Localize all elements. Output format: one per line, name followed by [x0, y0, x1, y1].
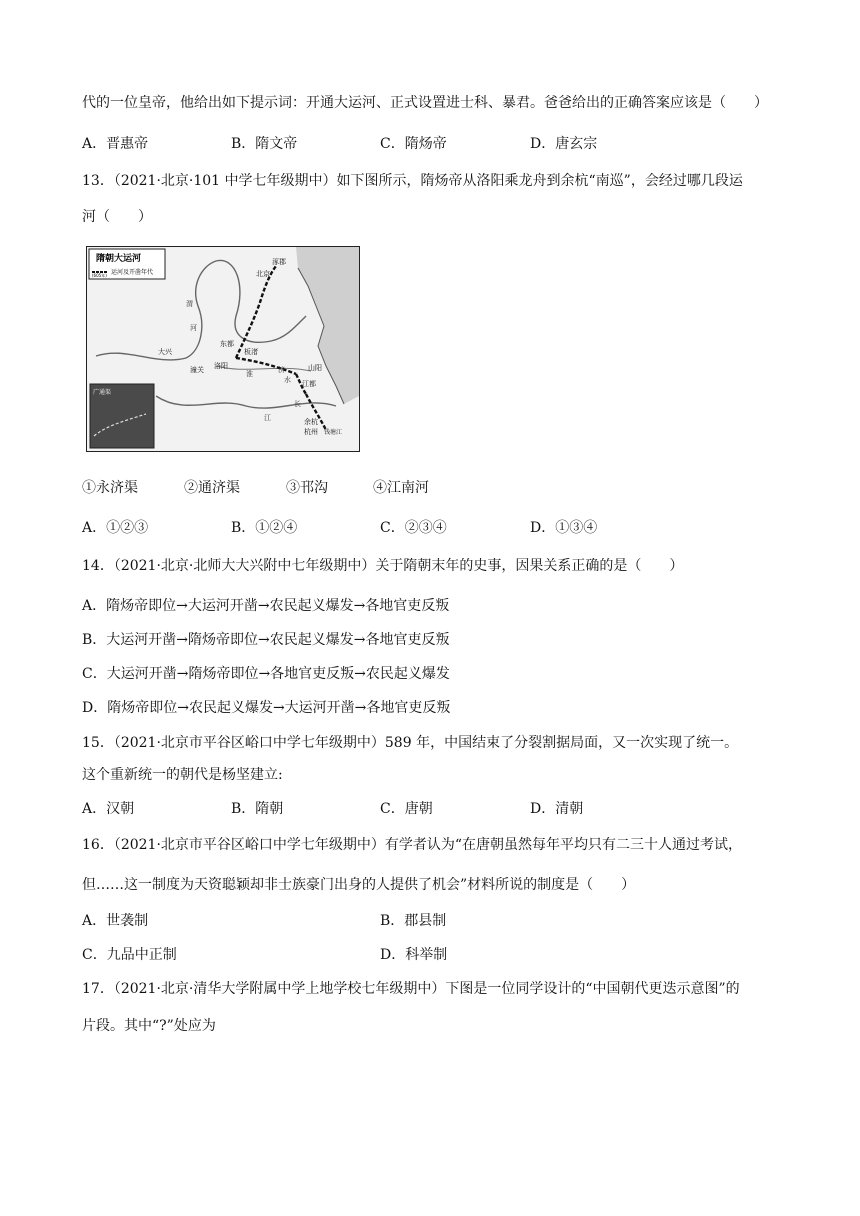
river-wei: 渭 — [186, 300, 193, 308]
q15-stem-line1: 15．（2021·北京市平谷区峪口中学七年级期中）589 年，中国结束了分裂割据局面，又一次实现了统一。 — [82, 735, 739, 751]
city-jiangdu: 江都 — [302, 380, 316, 388]
city-beijing: 北京 — [256, 270, 270, 278]
q15-option-d: D．清朝 — [530, 801, 584, 817]
city-hangzhou: 杭州 — [304, 428, 318, 436]
q14-option-a: A．隋炀帝即位→大运河开凿→农民起义爆发→各地官吏反叛 — [82, 598, 450, 614]
q12-option-a: A．晋惠帝 — [82, 136, 149, 152]
q16-option-a: A．世袭制 — [82, 913, 149, 929]
q14-option-d: D．隋炀帝即位→农民起义爆发→大运河开凿→各地官吏反叛 — [82, 700, 451, 716]
city-tongguan: 潼关 — [190, 366, 204, 374]
q16-stem-line1: 16．（2021·北京市平谷区峪口中学七年级期中）有学者认为“在唐朝虽然每年平均只有二三十人通过考试， — [82, 837, 743, 853]
river-he: 河 — [190, 324, 197, 332]
q13-stem-line2: 河（ ） — [82, 209, 152, 225]
sui-grand-canal-map — [86, 246, 360, 452]
q17-stem-line1: 17．（2021·北京·清华大学附属中学上地学校七年级期中）下图是一位同学设计的“中国朝代更迭示意图”的 — [82, 981, 740, 997]
q14-stem: 14．（2021·北京·北师大大兴附中七年级期中）关于隋朝末年的史事，因果关系正确的是（ ） — [82, 558, 684, 574]
q12-option-b: B．隋文帝 — [231, 136, 298, 152]
map-legend-year: (605年) — [92, 273, 107, 278]
city-banzhu: 板渚 — [244, 348, 258, 356]
q12-option-d: D．唐玄宗 — [530, 136, 598, 152]
inset-label: 广通渠 — [93, 389, 112, 396]
q13-option-b: B．①②④ — [231, 520, 298, 536]
q15-option-c: C．唐朝 — [380, 801, 433, 817]
q12-option-c: C．隋炀帝 — [380, 136, 447, 152]
river-jiang: 江 — [264, 414, 271, 422]
q16-option-c: C．九品中正制 — [82, 947, 177, 963]
q13-choice-2: ②通济渠 — [184, 480, 240, 496]
q14-option-c: C．大运河开凿→隋炀帝即位→各地官吏反叛→农民起义爆发 — [82, 666, 450, 682]
q13-option-a: A．①②③ — [82, 520, 149, 536]
q13-option-c: C．②③④ — [380, 520, 447, 536]
q14-option-b: B．大运河开凿→隋炀帝即位→农民起义爆发→各地官吏反叛 — [82, 632, 450, 648]
river-ji: 济 — [278, 366, 285, 374]
q15-stem-line2: 这个重新统一的朝代是杨坚建立: — [82, 767, 283, 783]
map-legend: 运河及开凿年代 — [111, 269, 154, 276]
city-dongdu: 东都 — [220, 340, 234, 348]
q15-option-b: B．隋朝 — [231, 801, 284, 817]
q16-stem-line2: 但……这一制度为天资聪颖却非士族豪门出身的人提供了机会”材料所说的制度是（ ） — [82, 877, 636, 893]
city-luoyang: 洛阳 — [214, 362, 228, 370]
q13-choice-1: ①永济渠 — [82, 480, 138, 496]
q13-choice-4: ④江南河 — [373, 480, 429, 496]
map-title: 隋朝大运河 — [96, 254, 142, 264]
q13-stem-line1: 13．（2021·北京·101 中学七年级期中）如下图所示，隋炀帝从洛阳乘龙舟到余杭“南巡”，会经过哪几段运 — [82, 173, 743, 189]
q12-stem-tail: 代的一位皇帝，他给出如下提示词：开通大运河、正式设置进士科、暴君。爸爸给出的正确答案应该是（ ） — [82, 95, 768, 111]
river-shui: 水 — [284, 376, 291, 384]
q16-option-b: B．郡县制 — [380, 913, 447, 929]
city-zhuojun: 涿郡 — [272, 258, 286, 266]
city-yuhang: 余杭 — [304, 418, 318, 426]
q13-choice-3: ③邗沟 — [286, 480, 328, 496]
q13-option-d: D．①③④ — [530, 520, 598, 536]
river-huai: 淮 — [246, 370, 253, 378]
city-qiantangjiang: 钱塘江 — [324, 429, 343, 436]
q17-stem-line2: 片段。其中“?”处应为 — [82, 1018, 216, 1034]
river-chang: 长 — [294, 400, 301, 408]
q16-option-d: D．科举制 — [380, 947, 448, 963]
q15-option-a: A．汉朝 — [82, 801, 135, 817]
city-daxing: 大兴 — [158, 348, 172, 356]
city-shanyang: 山阳 — [308, 364, 322, 372]
